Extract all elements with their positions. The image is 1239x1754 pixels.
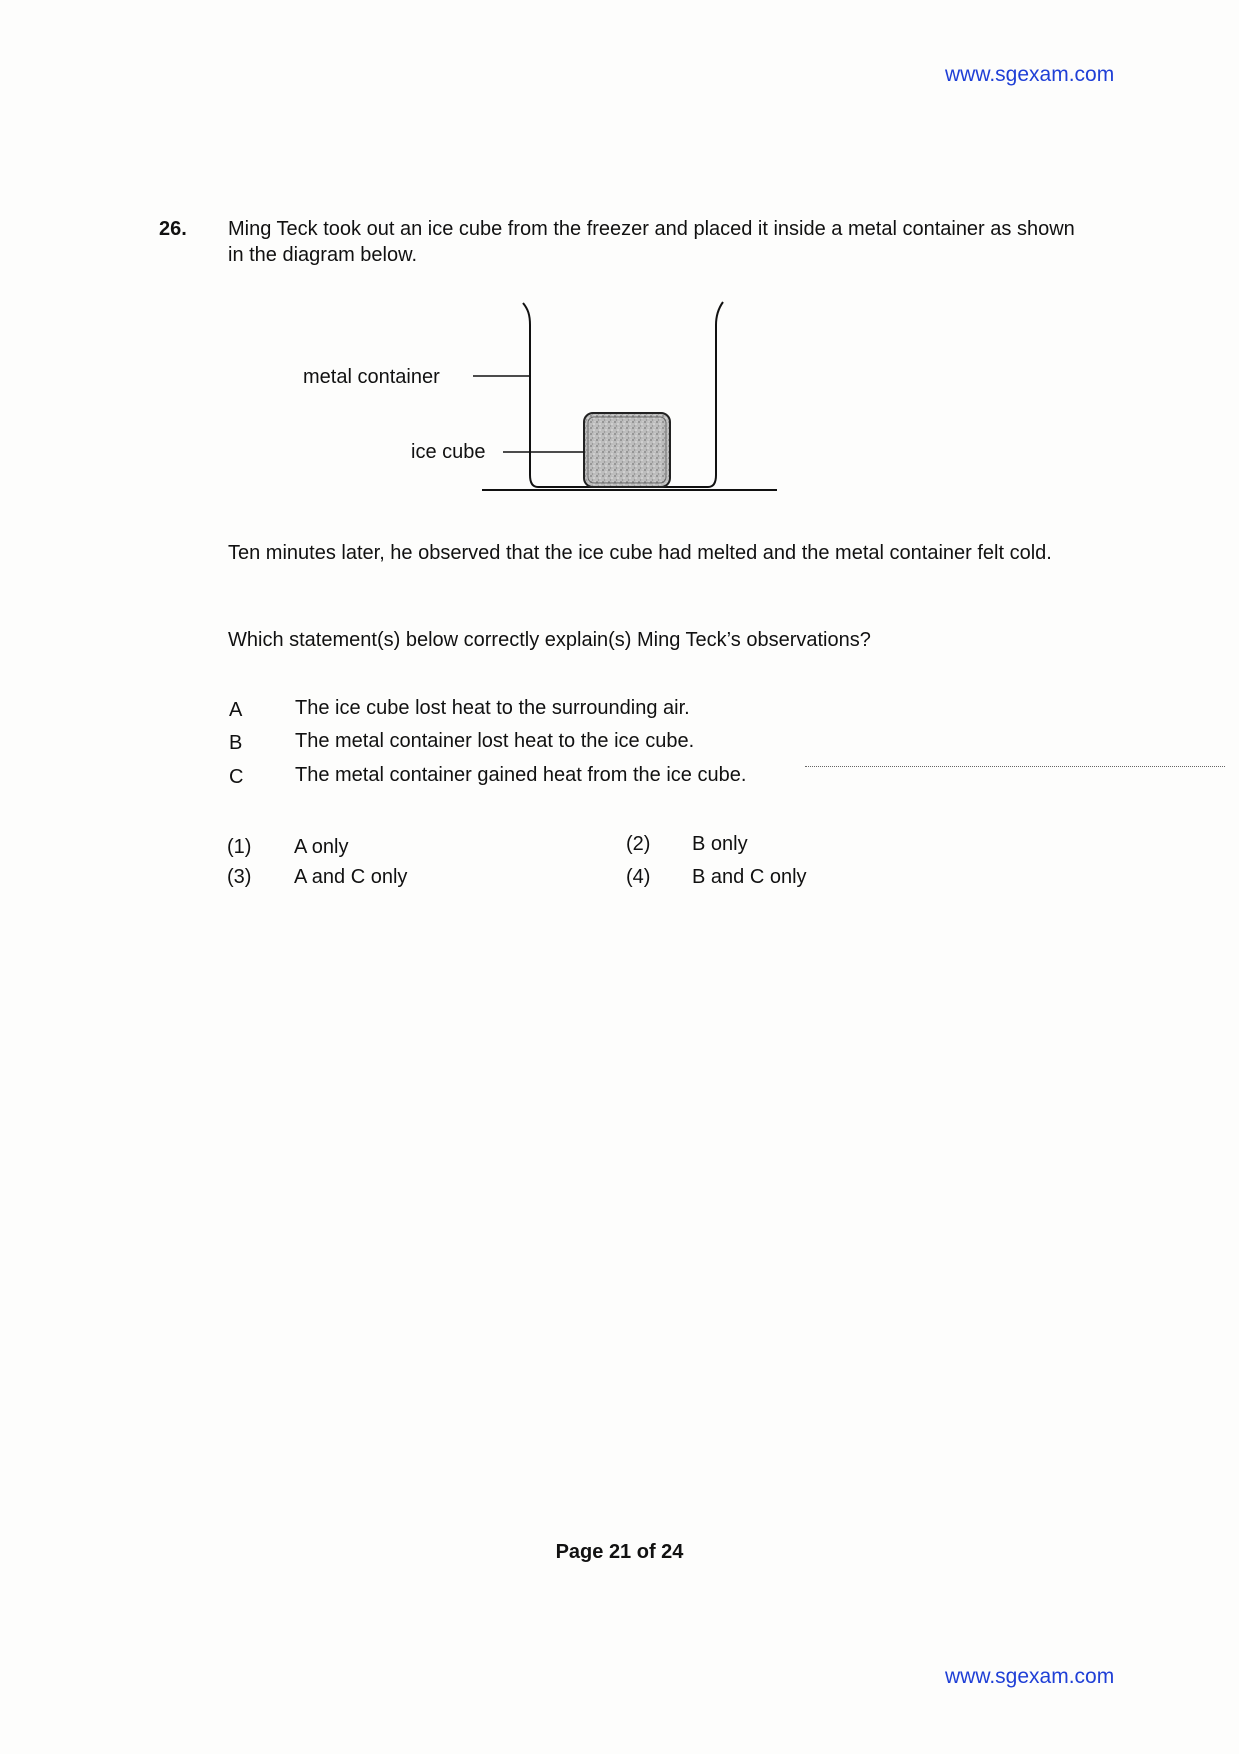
option-text: B and C only xyxy=(692,866,807,888)
statement-letter: C xyxy=(229,766,244,788)
statement-text: The metal container gained heat from the ice cube. xyxy=(295,764,747,786)
ice-cube xyxy=(584,413,670,487)
website-link-bottom[interactable]: www.sgexam.com xyxy=(945,1665,1115,1688)
option-number: (2) xyxy=(626,833,651,855)
question-text: Ming Teck took out an ice cube from the freezer and placed it inside a metal container as shown in the diagram below. xyxy=(228,218,1075,266)
option-text: B only xyxy=(692,833,748,855)
observation-text: Ten minutes later, he observed that the ice cube had melted and the metal container felt cold. xyxy=(228,542,1052,564)
option-text: A and C only xyxy=(294,866,408,888)
statement-letter: A xyxy=(229,699,243,721)
ice-cube-label: ice cube xyxy=(411,441,486,463)
statement-text: The ice cube lost heat to the surrounding air. xyxy=(295,697,690,719)
container-label: metal container xyxy=(303,366,440,388)
dotted-answer-line xyxy=(805,766,1225,767)
question-prompt: Which statement(s) below correctly explain(s) Ming Teck’s observations? xyxy=(228,629,871,651)
option-number: (3) xyxy=(227,866,252,888)
option-number: (4) xyxy=(626,866,651,888)
option-text: A only xyxy=(294,836,349,858)
question-number: 26. xyxy=(159,218,187,240)
page-number: Page 21 of 24 xyxy=(555,1541,684,1563)
container-diagram xyxy=(290,295,810,505)
website-link-top[interactable]: www.sgexam.com xyxy=(945,63,1115,86)
statement-letter: B xyxy=(229,732,243,754)
option-number: (1) xyxy=(227,836,252,858)
statement-text: The metal container lost heat to the ice cube. xyxy=(295,730,695,752)
